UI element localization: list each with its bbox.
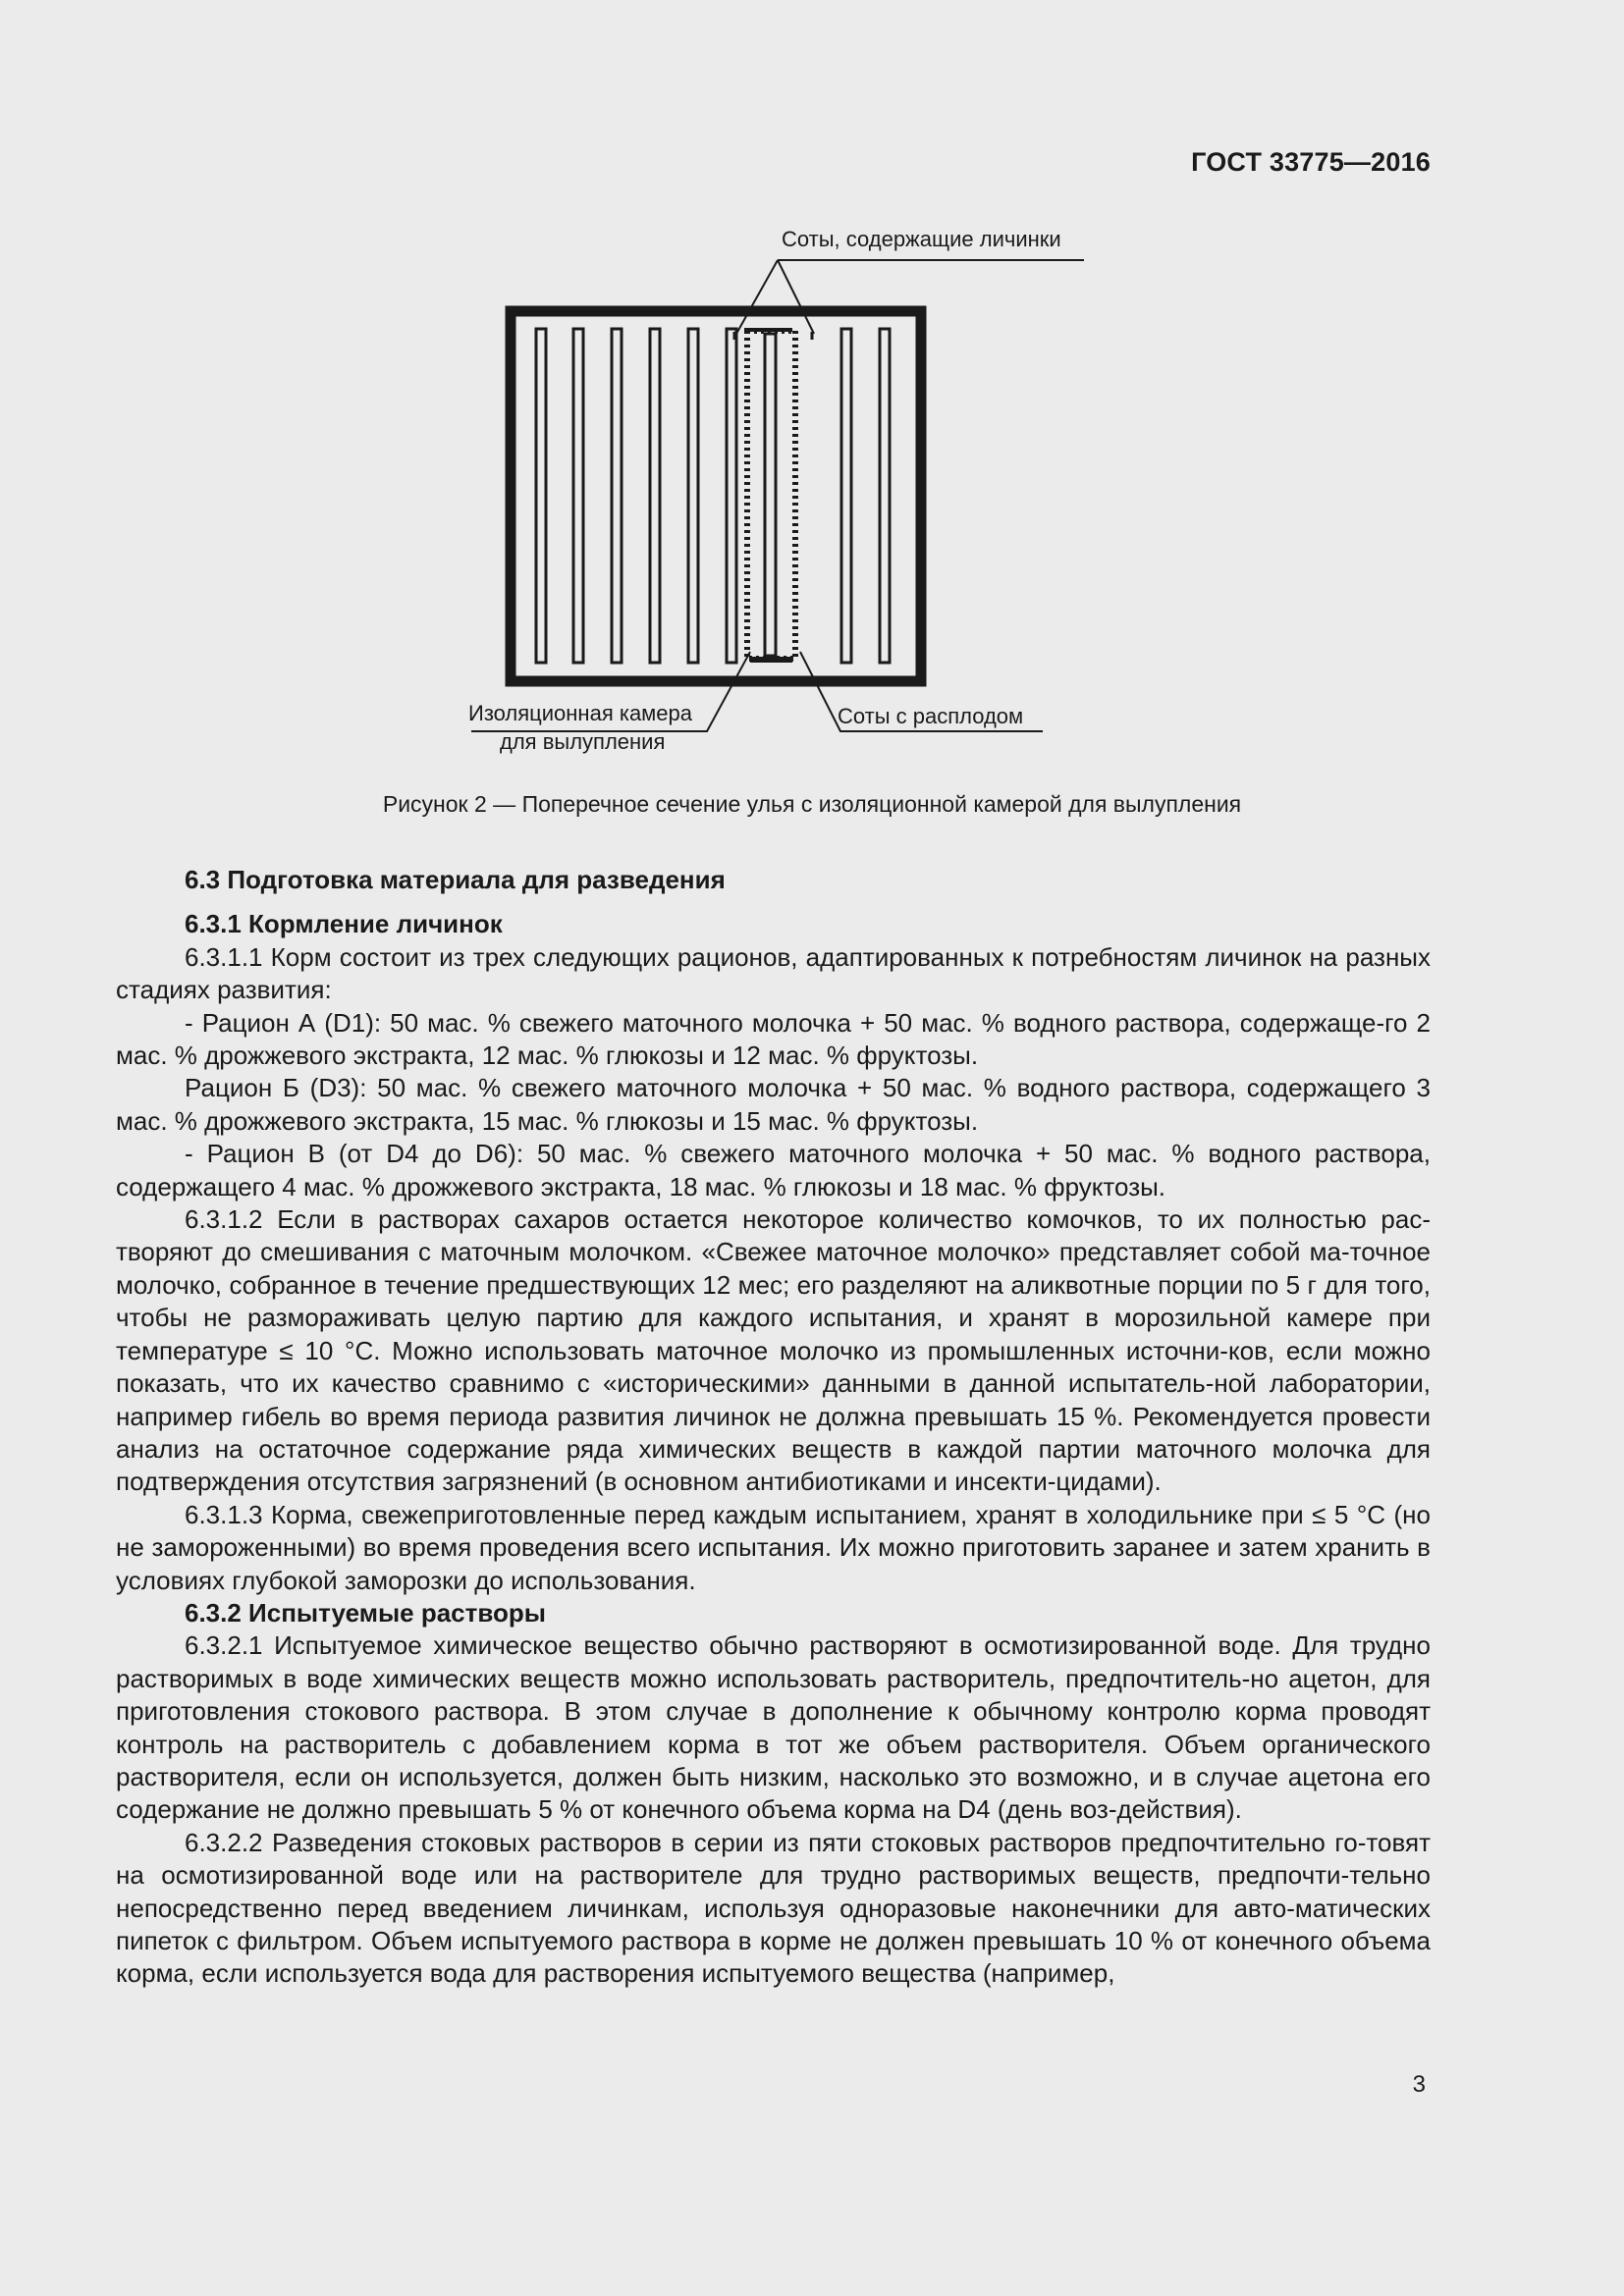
section-heading: 6.3 Подготовка материала для разведения (185, 865, 726, 894)
comb-frames (536, 329, 890, 663)
paragraph-6-3-2-1: 6.3.2.1 Испытуемое химическое вещество обычно растворяют в осмотизированной воде. Для трудно растворимых в воде химических веществ можно использовать растворитель, предпочтитель-но ацетон, для приготовления стокового раствора. В этом случае в дополнение к обычному контролю корма проводят контроль на растворитель с добавлением корма в тот же объем растворителя. Объем органического растворителя, если он используется, должен быть низким, насколько это возможно, и в случае ацетона его содержание не должно превышать 5 % от конечного объема корма на D4 (день воз-действия). (116, 1630, 1431, 1825)
subsection-heading-feeding: 6.3.1 Кормление личинок (185, 909, 503, 939)
hive-cross-section-figure (0, 0, 1624, 785)
label-isolation-cage-line1: Изоляционная камера (468, 701, 693, 725)
paragraph-6-3-2-2: 6.3.2.2 Разведения стоковых растворов в серии из пяти стоковых растворов предпочтительно го-товят на осмотизированной воде или на растворителе для трудно растворимых веществ, предпочти-тельно непосредственно перед введением личинкам, используя одноразовые наконечники для авто-матических пипеток с фильтром. Объем испытуемого раствора в корме не должен превышать 10 % от конечного объема корма, если используется вода для растворения испытуемого вещества (например, (116, 1827, 1431, 1989)
comb-frame (536, 329, 546, 663)
body-text (116, 864, 1431, 1991)
brood-comb (765, 334, 776, 656)
comb-frame (688, 329, 698, 663)
label-isolation-cage-line2: для вылупления (500, 729, 666, 754)
comb-frame (841, 329, 851, 663)
label-combs-with-larvae: Соты, содержащие личинки (782, 227, 1061, 251)
paragraph-diet-b: Рацион Б (D3): 50 мас. % свежего маточного молочка + 50 мас. % водного раствора, содержащего 3 мас. % дрожжевого экстракта, 15 мас. % глюкозы и 15 мас. % фруктозы. (116, 1073, 1431, 1136)
comb-frame (612, 329, 622, 663)
comb-frame (727, 329, 736, 663)
figure-caption: Рисунок 2 — Поперечное сечение улья с изоляционной камерой для вылупления (382, 791, 1242, 817)
isolation-cage (747, 330, 795, 660)
subsection-heading-test-solutions: 6.3.2 Испытуемые растворы (185, 1597, 546, 1628)
paragraph-6-3-1-1: 6.3.1.1 Корм состоит из трех следующих рационов, адаптированных к потребностям личинок на разных стадиях развития: (116, 941, 1431, 1005)
page-number: 3 (1412, 2071, 1426, 2098)
paragraph-diet-c: - Рацион В (от D4 до D6): 50 мас. % свежего маточного молочка + 50 мас. % водного раствора, содержащего 4 мас. % дрожжевого экстракта, 18 мас. % глюкозы и 18 мас. % фруктозы. (116, 1139, 1431, 1201)
paragraph-diet-a: - Рацион А (D1): 50 мас. % свежего маточного молочка + 50 мас. % водного раствора, содержаще-го 2 мас. % дрожжевого экстракта, 12 мас. % глюкозы и 12 мас. % фруктозы. (116, 1007, 1431, 1071)
hive-diagram (0, 0, 1624, 785)
document-code: ГОСТ 33775—2016 (1191, 147, 1431, 177)
label-brood-comb: Соты с расплодом (838, 704, 1024, 728)
comb-frame (650, 329, 660, 663)
comb-frame (573, 329, 583, 663)
paragraph-6-3-1-2: 6.3.1.2 Если в растворах сахаров остается некоторое количество комочков, то их полностью рас-творяют до смешивания с маточным молочком. «Свежее маточное молочко» представляет собой ма-точное молочко, собранное в течение предшествующих 12 мес; его разделяют на аликвотные порции по 5 г для того, чтобы не размораживать целую партию для каждого испытания, и хранят в морозильной камере при температуре ≤ 10 °С. Можно использовать маточное молочко из промышленных источни-ков, если можно показать, что их качество сравнимо с «историческими» данными в данной испытатель-ной лаборатории, например гибель во время периода развития личинок не должна превышать 15 %. Рекомендуется провести анализ на остаточное содержание ряда химических веществ в каждой партии маточного молочка для подтверждения отсутствия загрязнений (в основном антибиотиками и инсекти-цидами). (116, 1204, 1431, 1497)
comb-frame (880, 329, 890, 663)
paragraph-6-3-1-3: 6.3.1.3 Корма, свежеприготовленные перед каждым испытанием, хранят в холодильнике при ≤ 5 °С (но не замороженными) во время проведения всего испытания. Их можно приготовить заранее и затем хранить в условиях глубокой заморозки до использования. (116, 1499, 1431, 1595)
